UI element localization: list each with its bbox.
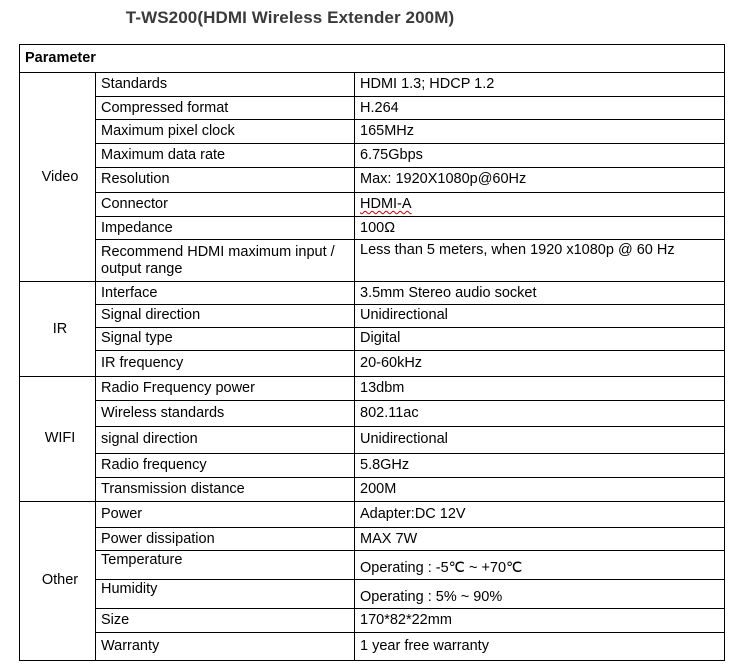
param-cell: Temperature [96,551,355,580]
table-row [20,217,725,240]
param-cell: Humidity [96,580,355,608]
param-cell: Recommend HDMI maximum input / output range [96,240,355,282]
table-row [20,73,725,97]
param-cell: Maximum data rate [96,143,355,167]
param-cell: Transmission distance [96,477,355,501]
param-cell: Radio frequency [96,453,355,477]
value-cell: Unidirectional [355,304,725,327]
param-cell: Signal type [96,327,355,350]
value-cell: 1 year free warranty [355,632,725,660]
table-row [20,282,725,304]
value-cell: 100Ω [355,217,725,240]
param-cell: Maximum pixel clock [96,120,355,143]
param-cell: Power dissipation [96,528,355,551]
group-label-other: Other [20,501,96,660]
table-row [20,427,725,453]
table-row [20,453,725,477]
table-row [20,377,725,401]
table-row [20,327,725,350]
group-label-wifi: WIFI [20,377,96,502]
header-row [20,45,725,73]
value-cell: 20-60kHz [355,350,725,376]
value-cell: Digital [355,327,725,350]
table-row [20,143,725,167]
value-cell: H.264 [355,97,725,120]
table-row [20,580,725,608]
param-cell: signal direction [96,427,355,453]
value-cell: Unidirectional [355,427,725,453]
value-cell: Adapter:DC 12V [355,501,725,527]
table-row [20,477,725,501]
table-row [20,304,725,327]
table-row [20,240,725,282]
value-cell: 802.11ac [355,401,725,427]
table-row [20,120,725,143]
value-cell [355,192,725,216]
param-cell: Compressed format [96,97,355,120]
group-label-video: Video [20,73,96,282]
param-cell: Connector [96,192,355,216]
value-cell: Operating : 5% ~ 90% [355,580,725,608]
value-cell: 5.8GHz [355,453,725,477]
value-cell: MAX 7W [355,528,725,551]
table-row [20,632,725,660]
connector-value: HDMI-A [360,196,412,212]
table-row [20,97,725,120]
value-cell: 6.75Gbps [355,143,725,167]
value-cell: Max: 1920X1080p@60Hz [355,167,725,192]
param-cell: Interface [96,282,355,304]
param-cell: Warranty [96,632,355,660]
header-cell: Parameter [20,45,725,73]
value-cell: Less than 5 meters, when 1920 x1080p @ 60 Hz [355,240,725,282]
table-row [20,167,725,192]
value-cell: 165MHz [355,120,725,143]
param-cell: Radio Frequency power [96,377,355,401]
param-cell: IR frequency [96,350,355,376]
param-cell: Power [96,501,355,527]
value-cell: 200M [355,477,725,501]
param-cell: Signal direction [96,304,355,327]
group-label-ir: IR [20,282,96,377]
param-cell: Standards [96,73,355,97]
value-cell: HDMI 1.3; HDCP 1.2 [355,73,725,97]
param-cell: Size [96,608,355,632]
table-row [20,401,725,427]
param-cell: Impedance [96,217,355,240]
table-row [20,501,725,527]
table-row [20,528,725,551]
value-cell: 13dbm [355,377,725,401]
table-row [20,192,725,216]
table-row [20,551,725,580]
table-row [20,350,725,376]
spec-table [19,44,725,661]
param-cell: Resolution [96,167,355,192]
table-row [20,608,725,632]
document-title: T-WS200(HDMI Wireless Extender 200M) [125,8,455,27]
value-cell: 170*82*22mm [355,608,725,632]
param-cell: Wireless standards [96,401,355,427]
value-cell: 3.5mm Stereo audio socket [355,282,725,304]
value-cell: Operating : -5℃ ~ +70℃ [355,551,725,580]
